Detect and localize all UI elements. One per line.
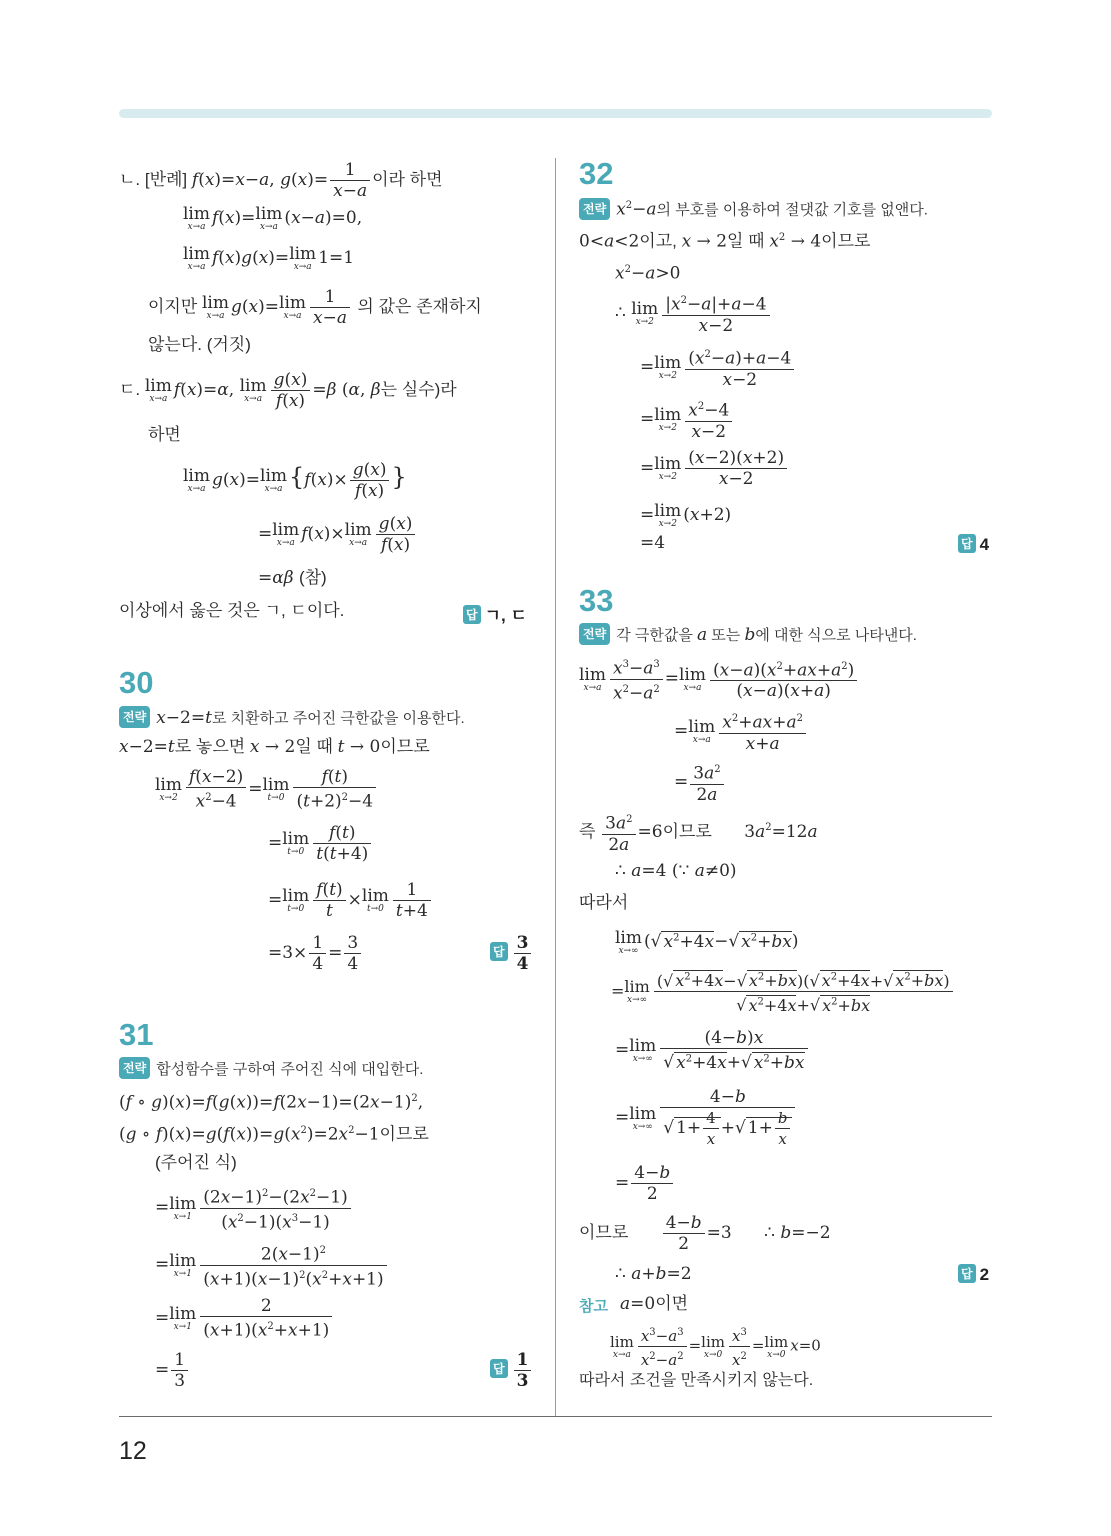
- strategy-30: 전략 x−2=t로 치환하고 주어진 극한값을 이용한다.: [119, 706, 465, 729]
- text-line: 이상에서 옳은 것은 ㄱ, ㄷ이다.: [119, 601, 345, 620]
- math-line: lim x→a g(x)= lim x→a {f(x)× $\frac{g(x)}{f(x)}$ }: [183, 460, 407, 501]
- answer-33: 답 2: [958, 1264, 989, 1285]
- math-line: = lim x→1 $\frac{2(x-1)^2}{(x+1)(x-1)^2(x^2+x+1)}$: [155, 1241, 389, 1289]
- solution-29-digeut: ㄷ. lim x→a f(x)=α, lim x→a $\frac{g(x)}{f(x)}$ =β (α, β는 실수)라: [119, 370, 457, 411]
- math-line: = lim x→2 $\frac{(x^2-a)+a-4}{x-2}$: [640, 345, 796, 390]
- note-math-line: lim x→a $\frac{x^3-a^3}{x^2-a^2}$ = lim x→0 $\frac{x^3}{x^2}$ = lim x→0 x=0: [610, 1323, 821, 1370]
- math-line: lim x→∞ (√ $x^2+4x-√$ $x^2+bx$): [615, 927, 799, 956]
- math-line: = lim x→∞ $\frac{(4-b)x}{√ x^2+4x+√ x^2+bx}$: [615, 1028, 810, 1073]
- note-line: a=0이면: [620, 1294, 689, 1314]
- problem-number-31: 31: [119, 1017, 154, 1052]
- math-line: lim x→a f(x)= lim x→a (x−a)=0,: [183, 204, 363, 232]
- column-divider: [555, 158, 556, 1416]
- problem-number-32: 32: [579, 156, 614, 191]
- text-line: (주어진 식): [155, 1153, 237, 1172]
- note-conclusion: 따라서 조건을 만족시키지 않는다.: [579, 1372, 814, 1389]
- math-line: (g ∘ $f)(x)=g(f(x))=g(x^2)=2x^2-1$이므로: [119, 1124, 429, 1145]
- math-line: = lim x→∞ $\frac{(√ x^2+4x-√ x^2+bx)(√ x^2+4x+√ x^2+bx)}{√ x^2+4x+√ x^2+bx}$: [611, 968, 955, 1016]
- footer-rule: [119, 1416, 992, 1417]
- math-line: = $\frac{1}{3}$: [155, 1350, 190, 1391]
- math-line: 이지만 lim x→a g(x)= lim x→a $\frac{1}{x-a}$ 의 값은 존재하지: [148, 287, 482, 328]
- math-line: = lim x→a $\frac{x^2+ax+a^2}{x+a}$: [674, 709, 808, 754]
- text-line: 하면: [148, 425, 181, 444]
- math-line: = lim x→a f(x)× lim x→a $\frac{g(x)}{f(x)}$: [258, 514, 417, 555]
- math-line: = lim x→2 (x+2): [640, 501, 732, 529]
- math-line: = lim t→0 $\frac{f(t)}{t}$ × lim t→0 $\frac{1}{t+4}$: [268, 880, 433, 921]
- answer-30: 답 $\frac{3}{4}$: [490, 933, 533, 974]
- math-line: lim x→2 $\frac{f(x-2)}{x^2-4}$ = lim t→0 $\frac{f(t)}{(t+2)^2-4}$: [155, 767, 378, 812]
- math-line: =3× $\frac{1}{4}$ = $\frac{3}{4}$: [268, 933, 363, 974]
- math-line: =αβ (참): [258, 568, 327, 588]
- answer-31: 답 $\frac{1}{3}$: [490, 1350, 533, 1391]
- solution-29-counterexample: ㄴ. [반례] f(x)=x−a, g(x)= $\frac{1}{x-a}$ 이라 하면: [119, 160, 443, 201]
- problem-number-33: 33: [579, 583, 614, 618]
- math-line: ∴ lim x→2 $\frac{|x^2-a|+a-4}{x-2}$: [615, 291, 772, 336]
- math-line: = lim x→2 $\frac{(x-2)(x+2)}{x-2}$: [640, 448, 789, 489]
- math-line: = lim x→∞ 4−b √ 1+ $\frac{4}{x}$ +√ 1+ $\frac{b}{x}$: [615, 1087, 797, 1149]
- strategy-31: 전략 합성함수를 구하여 주어진 식에 대입한다.: [119, 1057, 423, 1080]
- answer-29: 답 ㄱ, ㄷ: [463, 601, 527, 626]
- strategy-32: 전략 $x^2-a$의 부호를 이용하여 절댓값 기호를 없앤다.: [579, 196, 928, 221]
- note-label: 참고: [579, 1298, 608, 1315]
- math-line: $x^2-a>0$: [615, 263, 681, 284]
- math-line: = lim x→1 $\frac{(2x-1)^2-(2x^2-1)}{(x^2-1)(x^3-1)}$: [155, 1184, 353, 1232]
- math-line: lim x→a f(x)g(x)= lim x→a 1=1: [183, 244, 355, 272]
- text-line: 않는다. (거짓): [148, 335, 251, 354]
- text-line: x−2=t로 놓으면 x → 2일 때 t → 0이므로: [119, 737, 430, 757]
- top-decor-bar: [119, 109, 992, 118]
- math-line: ∴ a+b=2: [615, 1264, 692, 1284]
- text-line: 따라서: [579, 893, 629, 912]
- page-number: 12: [119, 1437, 147, 1465]
- problem-number-30: 30: [119, 665, 154, 700]
- math-line: =4: [640, 533, 666, 553]
- text-line: 0<a<2이고, x → 2일 때 $x^2 \to 4$이므로: [579, 231, 871, 252]
- answer-32: 답 4: [958, 534, 989, 555]
- math-line: lim x→a $\frac{x^3-a^3}{x^2-a^2}$ = lim x→a $\frac{(x-a)(x^2+ax+a^2)}{(x-a)(x+a)}$: [579, 655, 859, 703]
- math-line: = lim x→2 $\frac{x^2-4}{x-2}$: [640, 397, 734, 442]
- math-line: 즉 $\frac{3a^2}{2a}$ =6이므로 $3a^2=12a$: [579, 810, 818, 855]
- math-line: = $\frac{3a^2}{2a}$: [674, 760, 726, 805]
- math-line: ∴ a=4 (∵ a≠0): [615, 861, 737, 881]
- math-line: = $\frac{4-b}{2}$: [615, 1163, 675, 1204]
- math-line: 이므로 $\frac{4-b}{2}$ =3 ∴ b=−2: [579, 1213, 831, 1254]
- math-line: = lim x→1 $\frac{2}{(x+1)(x^2+x+1)}$: [155, 1296, 334, 1341]
- strategy-33: 전략 각 극한값을 a 또는 b에 대한 식으로 나타낸다.: [579, 623, 917, 646]
- math-line: = lim t→0 $\frac{f(t)}{t(t+4)}$: [268, 823, 373, 864]
- math-line: (f ∘ $g)(x)=f(g(x))=f(2x-1)=(2x-1)^2$,: [119, 1092, 424, 1113]
